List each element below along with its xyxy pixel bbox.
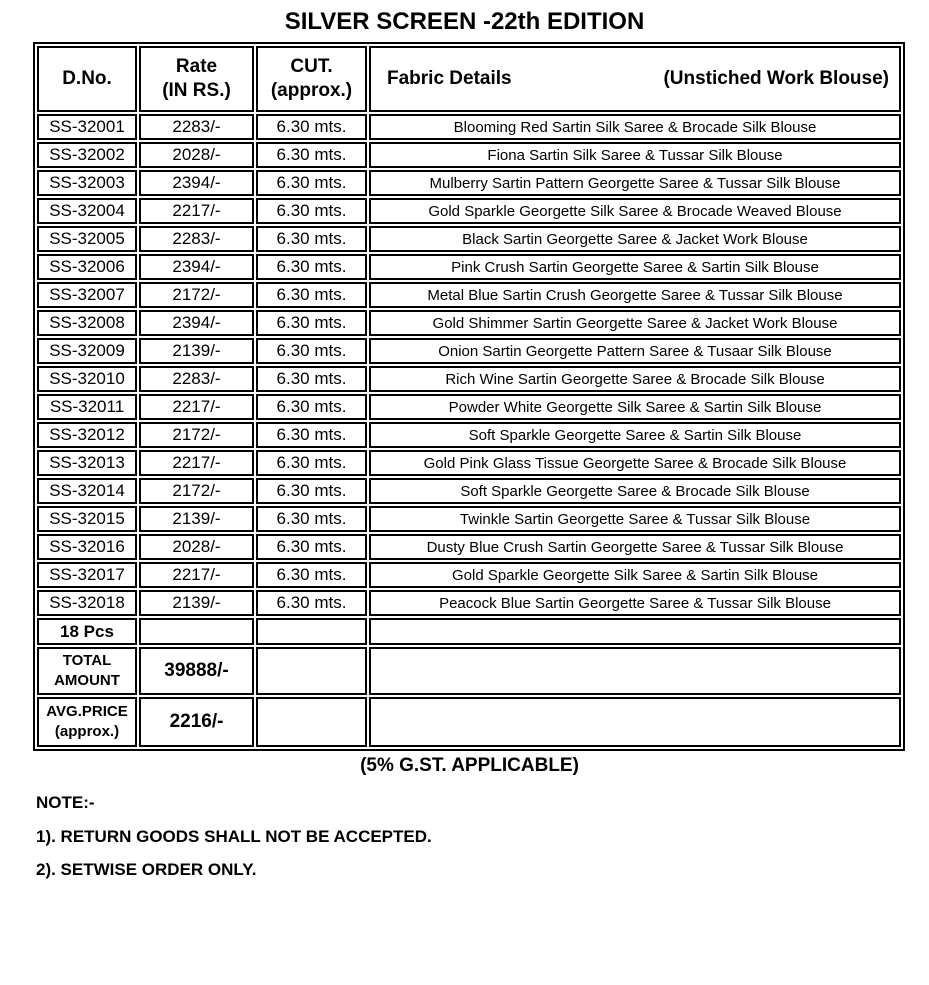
table-row — [37, 282, 901, 308]
table-row — [37, 534, 901, 560]
rate-cell: 2028/- — [139, 142, 254, 168]
rate-cell: 2139/- — [139, 590, 254, 616]
empty-cell — [369, 697, 901, 747]
col-header-rate-line2: (IN RS.) — [162, 80, 231, 101]
rate-cell: 2139/- — [139, 338, 254, 364]
empty-cell — [256, 647, 367, 695]
table-row — [37, 422, 901, 448]
cut-cell: 6.30 mts. — [256, 394, 367, 420]
table-row — [37, 506, 901, 532]
note-line-2: 2). SETWISE ORDER ONLY. — [36, 860, 257, 879]
fabric-cell: Soft Sparkle Georgette Saree & Sartin Silk Blouse — [369, 422, 901, 448]
rate-cell: 2394/- — [139, 170, 254, 196]
cut-cell: 6.30 mts. — [256, 366, 367, 392]
table-row — [37, 142, 901, 168]
table-row — [37, 114, 901, 140]
col-header-dno-label: D.No. — [62, 68, 112, 90]
cut-cell: 6.30 mts. — [256, 590, 367, 616]
empty-cell — [369, 647, 901, 695]
rate-cell: 2028/- — [139, 534, 254, 560]
table-row — [37, 338, 901, 364]
cut-cell: 6.30 mts. — [256, 114, 367, 140]
pieces-row — [37, 618, 901, 645]
cut-cell: 6.30 mts. — [256, 450, 367, 476]
rate-cell: 2139/- — [139, 506, 254, 532]
col-header-dno — [37, 46, 137, 112]
table-row — [37, 170, 901, 196]
rate-cell: 2283/- — [139, 366, 254, 392]
dno-cell: SS-32005 — [37, 226, 137, 252]
avg-label-line1: AVG.PRICE — [46, 702, 128, 720]
fabric-cell: Gold Pink Glass Tissue Georgette Saree & Brocade Silk Blouse — [369, 450, 901, 476]
avg-price-row — [37, 697, 901, 747]
dno-cell: SS-32009 — [37, 338, 137, 364]
cut-cell: 6.30 mts. — [256, 226, 367, 252]
notes-section — [36, 793, 929, 880]
fabric-cell: Fiona Sartin Silk Saree & Tussar Silk Blouse — [369, 142, 901, 168]
empty-cell — [256, 618, 367, 645]
price-table — [33, 42, 905, 751]
cut-cell: 6.30 mts. — [256, 282, 367, 308]
fabric-cell: Dusty Blue Crush Sartin Georgette Saree & Tussar Silk Blouse — [369, 534, 901, 560]
cut-cell: 6.30 mts. — [256, 478, 367, 504]
dno-cell: SS-32008 — [37, 310, 137, 336]
note-heading: NOTE:- — [36, 793, 95, 812]
col-header-cut — [256, 46, 367, 112]
dno-cell: SS-32016 — [37, 534, 137, 560]
rate-cell: 2172/- — [139, 282, 254, 308]
empty-cell — [139, 618, 254, 645]
fabric-cell: Soft Sparkle Georgette Saree & Brocade Silk Blouse — [369, 478, 901, 504]
dno-cell: SS-32001 — [37, 114, 137, 140]
col-header-cut-line2: (approx.) — [270, 80, 353, 101]
rate-cell: 2217/- — [139, 450, 254, 476]
dno-cell: SS-32012 — [37, 422, 137, 448]
table-row — [37, 310, 901, 336]
rate-cell: 2217/- — [139, 562, 254, 588]
cut-cell: 6.30 mts. — [256, 198, 367, 224]
fabric-cell: Onion Sartin Georgette Pattern Saree & Tusaar Silk Blouse — [369, 338, 901, 364]
total-label-line1: TOTAL — [62, 651, 112, 669]
dno-cell: SS-32011 — [37, 394, 137, 420]
col-header-fabric-note: (Unstiched Work Blouse) — [663, 68, 889, 90]
empty-cell — [369, 618, 901, 645]
col-header-rate-line1: Rate — [175, 56, 218, 78]
col-header-fabric — [369, 46, 901, 112]
cut-cell: 6.30 mts. — [256, 170, 367, 196]
rate-cell: 2172/- — [139, 478, 254, 504]
fabric-cell: Twinkle Sartin Georgette Saree & Tussar Silk Blouse — [369, 506, 901, 532]
total-label-line2: AMOUNT — [54, 672, 120, 689]
cut-cell: 6.30 mts. — [256, 506, 367, 532]
col-header-cut-line1: CUT. — [290, 56, 333, 78]
col-header-rate — [139, 46, 254, 112]
fabric-cell: Metal Blue Sartin Crush Georgette Saree & Tussar Silk Blouse — [369, 282, 901, 308]
dno-cell: SS-32018 — [37, 590, 137, 616]
pieces-count: 18 Pcs — [37, 618, 137, 645]
note-line-1: 1). RETURN GOODS SHALL NOT BE ACCEPTED. — [36, 827, 432, 846]
rate-cell: 2394/- — [139, 254, 254, 280]
gst-note: (5% G.ST. APPLICABLE) — [360, 755, 579, 776]
cut-cell: 6.30 mts. — [256, 142, 367, 168]
table-row — [37, 450, 901, 476]
fabric-cell: Gold Sparkle Georgette Silk Saree & Sartin Silk Blouse — [369, 562, 901, 588]
dno-cell: SS-32017 — [37, 562, 137, 588]
dno-cell: SS-32006 — [37, 254, 137, 280]
table-row — [37, 394, 901, 420]
rate-cell: 2172/- — [139, 422, 254, 448]
rate-cell: 2283/- — [139, 226, 254, 252]
cut-cell: 6.30 mts. — [256, 338, 367, 364]
cut-cell: 6.30 mts. — [256, 254, 367, 280]
table-row — [37, 590, 901, 616]
rate-cell: 2283/- — [139, 114, 254, 140]
table-row — [37, 198, 901, 224]
col-header-fabric-label: Fabric Details — [387, 68, 512, 90]
dno-cell: SS-32007 — [37, 282, 137, 308]
table-row — [37, 562, 901, 588]
table-row — [37, 366, 901, 392]
dno-cell: SS-32015 — [37, 506, 137, 532]
price-table-body — [37, 46, 901, 747]
avg-label-line2: (approx.) — [54, 723, 120, 740]
rate-cell: 2217/- — [139, 198, 254, 224]
fabric-cell: Peacock Blue Sartin Georgette Saree & Tussar Silk Blouse — [369, 590, 901, 616]
table-row — [37, 478, 901, 504]
fabric-cell: Mulberry Sartin Pattern Georgette Saree & Tussar Silk Blouse — [369, 170, 901, 196]
fabric-cell: Gold Shimmer Sartin Georgette Saree & Jacket Work Blouse — [369, 310, 901, 336]
header-row — [37, 46, 901, 112]
fabric-cell: Powder White Georgette Silk Saree & Sartin Silk Blouse — [369, 394, 901, 420]
dno-cell: SS-32010 — [37, 366, 137, 392]
avg-price-label — [37, 697, 137, 747]
total-amount-row — [37, 647, 901, 695]
dno-cell: SS-32003 — [37, 170, 137, 196]
dno-cell: SS-32004 — [37, 198, 137, 224]
table-row — [37, 226, 901, 252]
rate-cell: 2217/- — [139, 394, 254, 420]
cut-cell: 6.30 mts. — [256, 422, 367, 448]
fabric-cell: Blooming Red Sartin Silk Saree & Brocade Silk Blouse — [369, 114, 901, 140]
avg-price-value: 2216/- — [139, 697, 254, 747]
dno-cell: SS-32002 — [37, 142, 137, 168]
total-amount-label — [37, 647, 137, 695]
fabric-cell: Black Sartin Georgette Saree & Jacket Work Blouse — [369, 226, 901, 252]
dno-cell: SS-32014 — [37, 478, 137, 504]
page-title: SILVER SCREEN -22th EDITION — [284, 8, 645, 35]
table-row — [37, 254, 901, 280]
total-amount-value: 39888/- — [139, 647, 254, 695]
empty-cell — [256, 697, 367, 747]
cut-cell: 6.30 mts. — [256, 562, 367, 588]
cut-cell: 6.30 mts. — [256, 534, 367, 560]
rate-cell: 2394/- — [139, 310, 254, 336]
fabric-cell: Pink Crush Sartin Georgette Saree & Sartin Silk Blouse — [369, 254, 901, 280]
dno-cell: SS-32013 — [37, 450, 137, 476]
fabric-cell: Gold Sparkle Georgette Silk Saree & Brocade Weaved Blouse — [369, 198, 901, 224]
fabric-cell: Rich Wine Sartin Georgette Saree & Brocade Silk Blouse — [369, 366, 901, 392]
cut-cell: 6.30 mts. — [256, 310, 367, 336]
